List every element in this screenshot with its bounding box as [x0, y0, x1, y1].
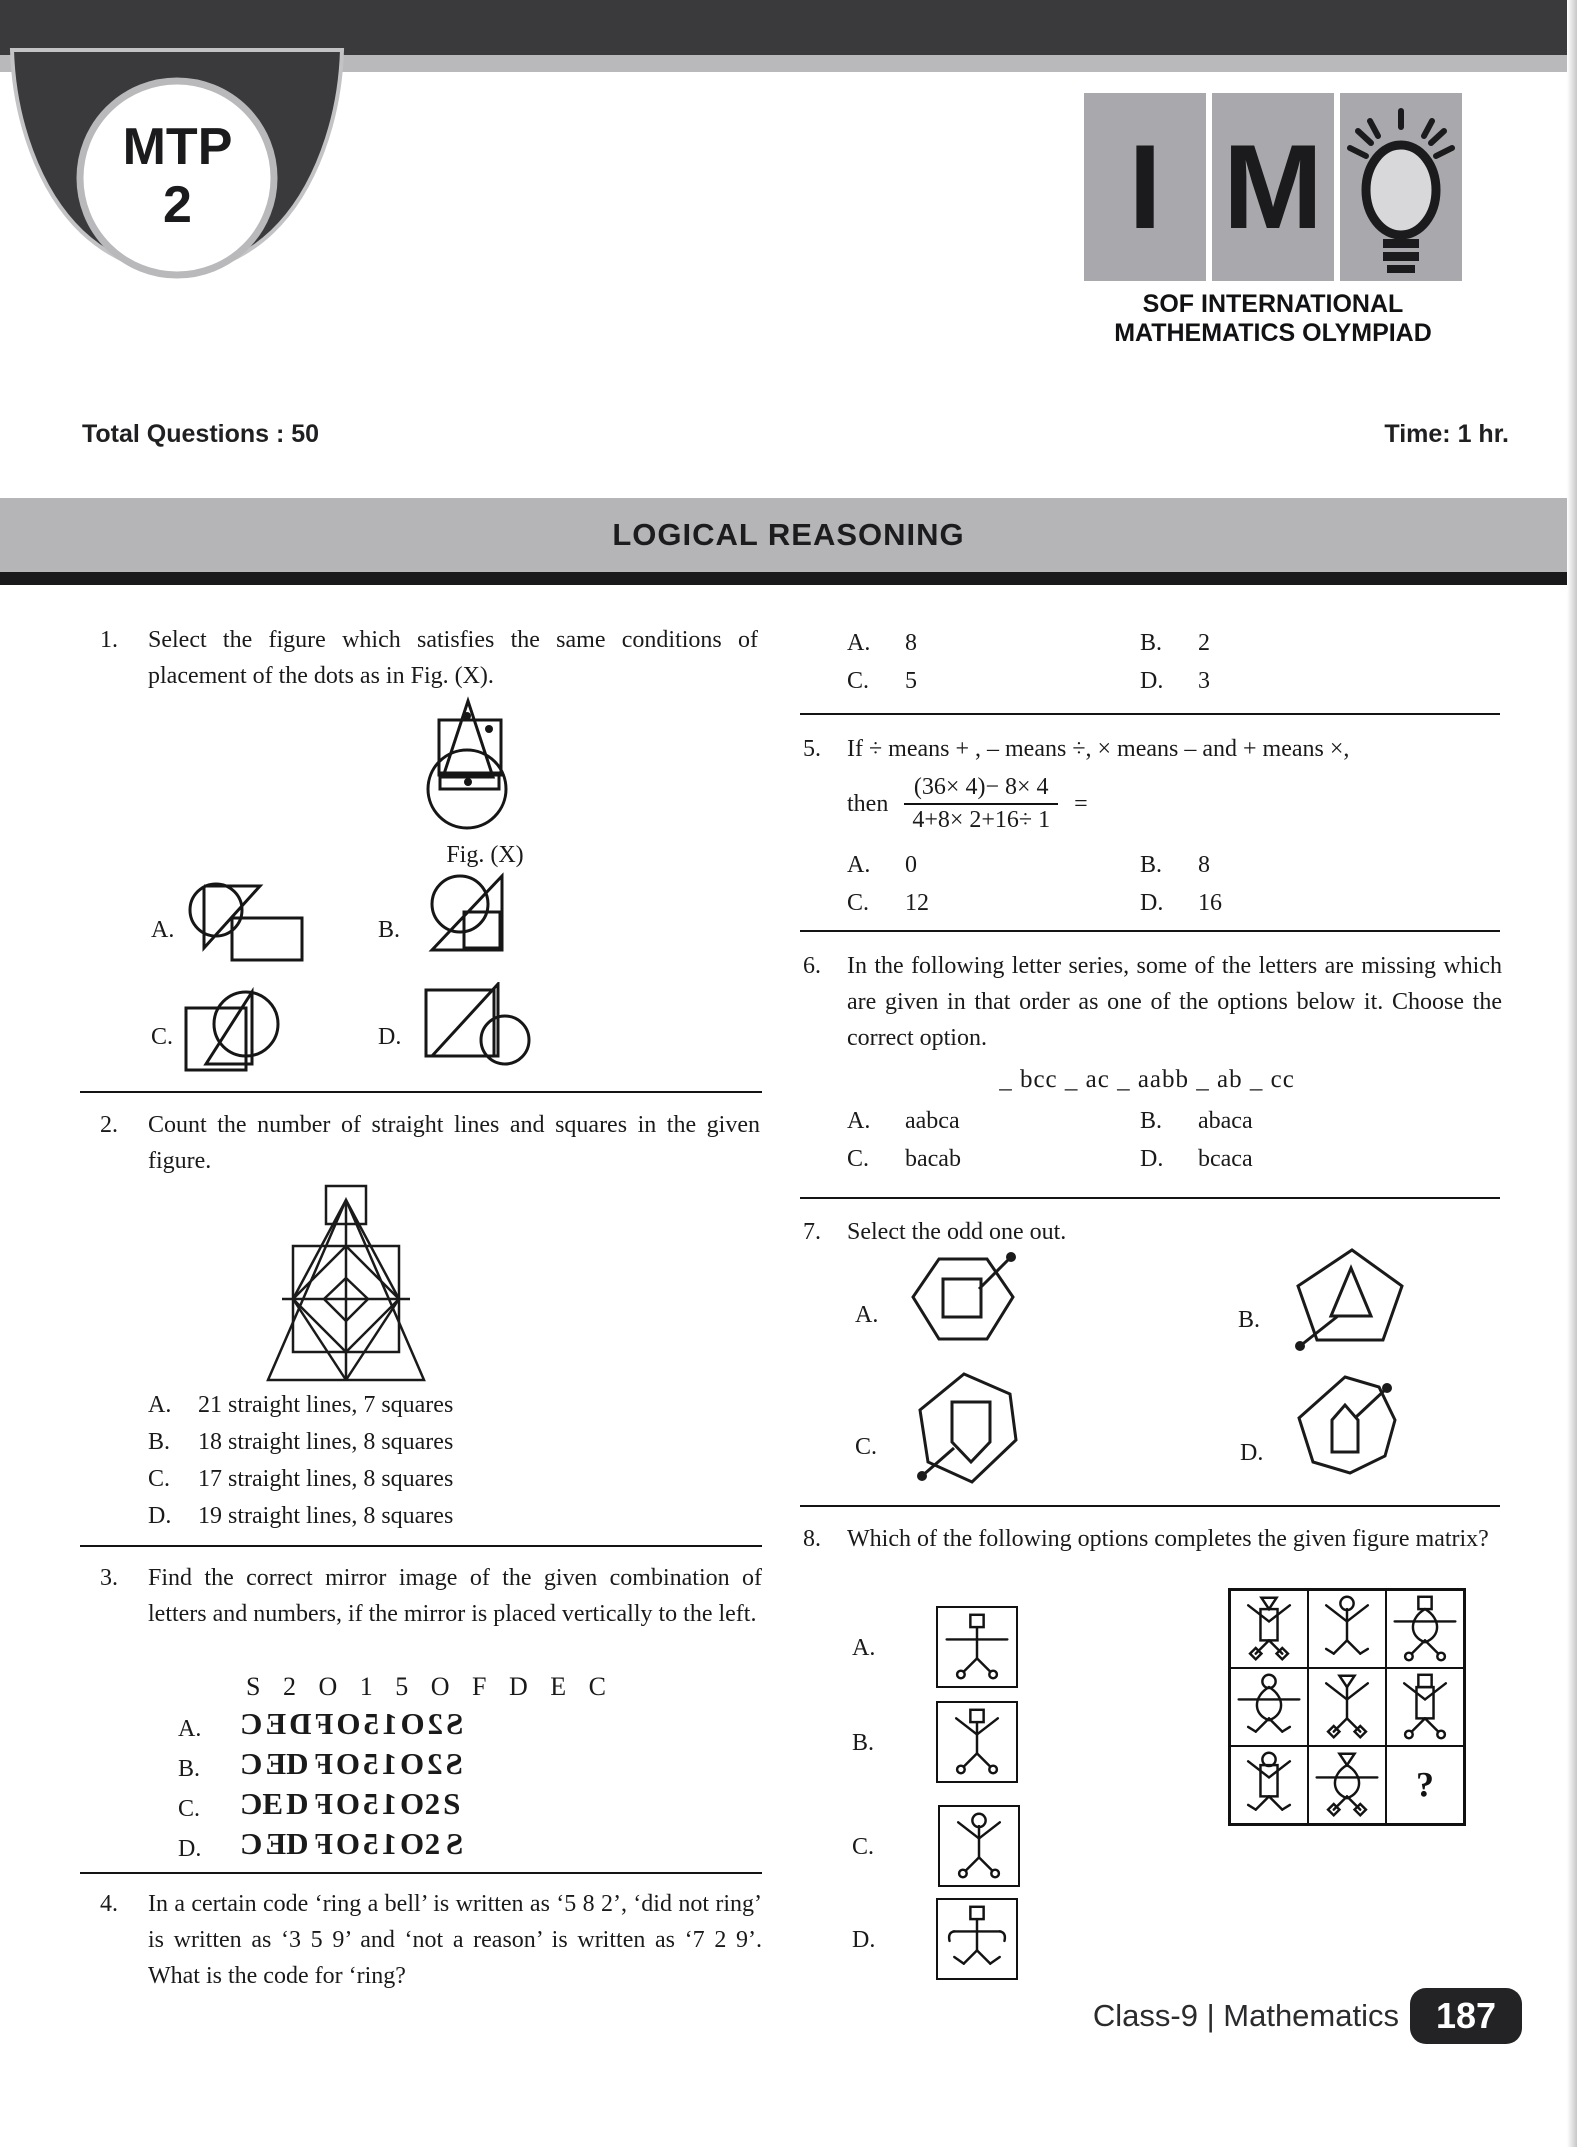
divider: [800, 1197, 1500, 1199]
q8-number: 8.: [803, 1526, 821, 1552]
section-title: LOGICAL REASONING: [612, 517, 965, 552]
bulb-icon: [1340, 93, 1462, 281]
q1-text: Select the figure which satisfies the same conditions of placement of the dots as in Fig. (X).: [148, 627, 758, 689]
q7-option-b-label: B.: [1238, 1307, 1261, 1333]
q4-option-a-text: 8: [905, 630, 917, 656]
q5-option-d: [1140, 890, 1222, 917]
q8-matrix-cell: [1308, 1746, 1386, 1824]
imo-subtitle-1: SOF INTERNATIONAL: [1142, 290, 1404, 318]
q2-option-c-text: 17 straight lines, 8 squares: [198, 1466, 454, 1492]
q5-options: [847, 852, 1467, 928]
q5-option-d-text: 16: [1198, 890, 1222, 916]
q3-source-string: S 2 O 1 5 O F D E C: [246, 1672, 614, 1701]
q2-option-c-label: C.: [148, 1466, 171, 1492]
q6-option-d-text: bcaca: [1198, 1146, 1253, 1172]
q8-option-c-figure: [938, 1805, 1020, 1887]
q5-option-d-label: D.: [1140, 890, 1164, 916]
q6-option-d-label: D.: [1140, 1146, 1164, 1172]
q8-option-b-label: B.: [852, 1730, 875, 1756]
q1-option-b-figure: [420, 870, 520, 970]
q3-option-d-mirror-text: ECDO15OF2S: [237, 1826, 464, 1861]
q3-option-a-label: A.: [178, 1716, 202, 1742]
q1-option-b-label: B.: [378, 917, 401, 943]
q4-options: [847, 630, 1467, 706]
mtp-badge-line2: 2: [163, 176, 192, 234]
q2-option-c: [148, 1464, 748, 1494]
q6-option-c-text: bacab: [905, 1146, 961, 1172]
q7-text: Select the odd one out.: [847, 1219, 1067, 1245]
q6-option-b-label: B.: [1140, 1108, 1163, 1134]
imo-subtitle-2: MATHEMATICS OLYMPIAD: [1114, 319, 1432, 347]
q8-matrix-cell: [1308, 1590, 1386, 1668]
divider: [80, 1872, 762, 1874]
divider: [800, 713, 1500, 715]
q5-fraction-numerator: (36× 4)− 8× 4: [913, 774, 1049, 800]
q5-number: 5.: [803, 736, 821, 762]
q8-matrix-cell: [1230, 1590, 1308, 1668]
q7-option-c-figure: [908, 1368, 1028, 1498]
divider: [80, 1545, 762, 1547]
q7-option-b-figure: [1288, 1244, 1408, 1359]
q8-matrix-cell: [1230, 1746, 1308, 1824]
q6-text: In the following letter series, some of the letters are missing which are given in that order as one of the options below it. Choose the correct option.: [847, 953, 1502, 1051]
divider: [800, 1505, 1500, 1507]
q4-option-c-label: C.: [847, 668, 870, 694]
q4-option-a-label: A.: [847, 630, 871, 656]
q8-option-d-label: D.: [852, 1927, 876, 1953]
q3-number: 3.: [100, 1565, 118, 1591]
q6-options: [847, 1108, 1467, 1184]
q4-option-b-text: 2: [1198, 630, 1210, 656]
q5-option-a: [847, 852, 1140, 879]
q1-option-d-label: D.: [378, 1024, 402, 1050]
q2-option-b-text: 18 straight lines, 8 squares: [198, 1429, 454, 1455]
q2-option-d: [148, 1501, 748, 1531]
q6-option-b-text: abaca: [1198, 1108, 1253, 1134]
q8-figure-matrix: [1228, 1588, 1466, 1826]
page-number-badge: [1410, 1988, 1522, 2044]
q4-option-d: [1140, 668, 1210, 695]
q8-option-a-label: A.: [852, 1635, 876, 1661]
q6-option-b: [1140, 1108, 1253, 1135]
q1-fig-x: [424, 693, 550, 841]
q5-equals-sign: =: [1074, 790, 1088, 817]
q3-text: Find the correct mirror image of the given combination of letters and numbers, if the mirror is placed vertically to the left.: [148, 1565, 762, 1627]
scan-edge-shadow: [1567, 0, 1577, 2147]
q5-intro: If ÷ means + , – means ÷, × means – and + means ×,: [847, 736, 1350, 762]
q8-matrix-cell: [1386, 1590, 1464, 1668]
q4-option-a: [847, 630, 1140, 657]
q2-figure: [262, 1182, 434, 1386]
section-bar: [0, 498, 1577, 572]
q3-option-b-label: B.: [178, 1756, 201, 1782]
q7-option-a-label: A.: [855, 1302, 879, 1328]
section-underline: [0, 572, 1577, 585]
q2-option-d-label: D.: [148, 1503, 172, 1529]
q4-option-d-label: D.: [1140, 668, 1164, 694]
q7-option-d-label: D.: [1240, 1440, 1264, 1466]
q5-then-word: then: [847, 790, 889, 817]
q6-option-d: [1140, 1146, 1253, 1173]
q6-option-a-text: aabca: [905, 1108, 960, 1134]
q8-text: Which of the following options completes the given figure matrix?: [847, 1526, 1489, 1552]
imo-panel-bulb: [1340, 93, 1462, 281]
q6-option-a: [847, 1108, 1140, 1135]
q5-fraction: [904, 772, 1058, 836]
q2-options: [148, 1390, 748, 1538]
q3-option-b-mirror-text: ECDS2O15OF: [237, 1746, 464, 1781]
q5-option-b-text: 8: [1198, 852, 1210, 878]
q7-option-c-label: C.: [855, 1434, 878, 1460]
q1-fig-caption: Fig. (X): [446, 842, 524, 868]
q5-expression: [847, 772, 1088, 836]
q7-option-d-figure: [1290, 1372, 1410, 1492]
q6-series: _ bcc _ ac _ aabb _ ab _ cc: [999, 1066, 1295, 1093]
q3-option-c-label: C.: [178, 1796, 201, 1822]
q5-fraction-denominator: 4+8× 2+16÷ 1: [904, 803, 1058, 836]
q1-option-d-figure: [420, 982, 535, 1087]
divider: [800, 930, 1500, 932]
q2-number: 2.: [100, 1112, 118, 1138]
q4-option-b: [1140, 630, 1210, 657]
q6-option-a-label: A.: [847, 1108, 871, 1134]
q8-option-d-figure: [936, 1898, 1018, 1980]
q8-matrix-cell-question: [1386, 1746, 1464, 1824]
q8-matrix-cell: [1230, 1668, 1308, 1746]
q1-option-c-label: C.: [151, 1024, 174, 1050]
q1-option-c-figure: [182, 982, 287, 1082]
q5-option-c: [847, 890, 1140, 917]
q3-option-d-label: D.: [178, 1836, 202, 1862]
q5-option-b: [1140, 852, 1210, 879]
q5-option-a-label: A.: [847, 852, 871, 878]
q3-option-a-mirror-text: S2O15OFDEC: [237, 1706, 464, 1741]
q6-option-c: [847, 1146, 1140, 1173]
q4-option-b-label: B.: [1140, 630, 1163, 656]
imo-panel-i: [1084, 93, 1206, 281]
q2-option-b-label: B.: [148, 1429, 171, 1455]
q5-option-b-label: B.: [1140, 852, 1163, 878]
footer-class-subject: Class-9 | Mathematics: [1092, 1998, 1399, 2033]
q7-option-a-figure: [905, 1245, 1025, 1350]
imo-logo: [1083, 93, 1463, 348]
q2-option-a-text: 21 straight lines, 7 squares: [198, 1392, 454, 1418]
q2-option-a: [148, 1390, 748, 1420]
svg-text:?: ?: [1416, 1764, 1434, 1805]
q8-option-b-figure: [936, 1701, 1018, 1783]
divider: [80, 1091, 762, 1093]
q2-text: Count the number of straight lines and squares in the given figure.: [148, 1112, 760, 1174]
page-number: 187: [1435, 1995, 1497, 2036]
q4-number: 4.: [100, 1891, 118, 1917]
mtp-badge-text: [80, 118, 275, 234]
total-questions: Total Questions : 50: [82, 420, 320, 448]
time-allowed: Time: 1 hr.: [1384, 420, 1509, 448]
q1-option-a-label: A.: [151, 917, 175, 943]
mtp-badge-line1: MTP: [122, 118, 233, 176]
imo-panel-m: [1212, 93, 1334, 281]
q8-matrix-cell: [1386, 1668, 1464, 1746]
q4-option-c: [847, 668, 1140, 695]
q4-option-d-text: 3: [1198, 668, 1210, 694]
q5-option-a-text: 0: [905, 852, 917, 878]
q6-option-c-label: C.: [847, 1146, 870, 1172]
q1-option-a-figure: [182, 876, 307, 964]
q5-option-c-text: 12: [905, 890, 929, 916]
q2-option-b: [148, 1427, 748, 1457]
imo-letter-i: I: [1128, 120, 1162, 254]
q6-number: 6.: [803, 953, 821, 979]
q7-number: 7.: [803, 1219, 821, 1245]
q8-option-c-label: C.: [852, 1834, 875, 1860]
q2-option-a-label: A.: [148, 1392, 172, 1418]
q1-number: 1.: [100, 627, 118, 653]
q5-option-c-label: C.: [847, 890, 870, 916]
q8-option-a-figure: [936, 1606, 1018, 1688]
q2-option-d-text: 19 straight lines, 8 squares: [198, 1503, 454, 1529]
q4-option-c-text: 5: [905, 668, 917, 694]
q8-matrix-cell: [1308, 1668, 1386, 1746]
q3-option-c-mirror-text: CEDO15OF2S: [237, 1786, 464, 1821]
imo-letter-m: M: [1223, 120, 1323, 254]
q4-text: In a certain code ‘ring a bell’ is written as ‘5 8 2’, ‘did not ring’ is written as ‘3 5 9’ and ‘not a reason’ is written as ‘7 2 9’. What is the code for ‘ring?: [148, 1891, 762, 1989]
